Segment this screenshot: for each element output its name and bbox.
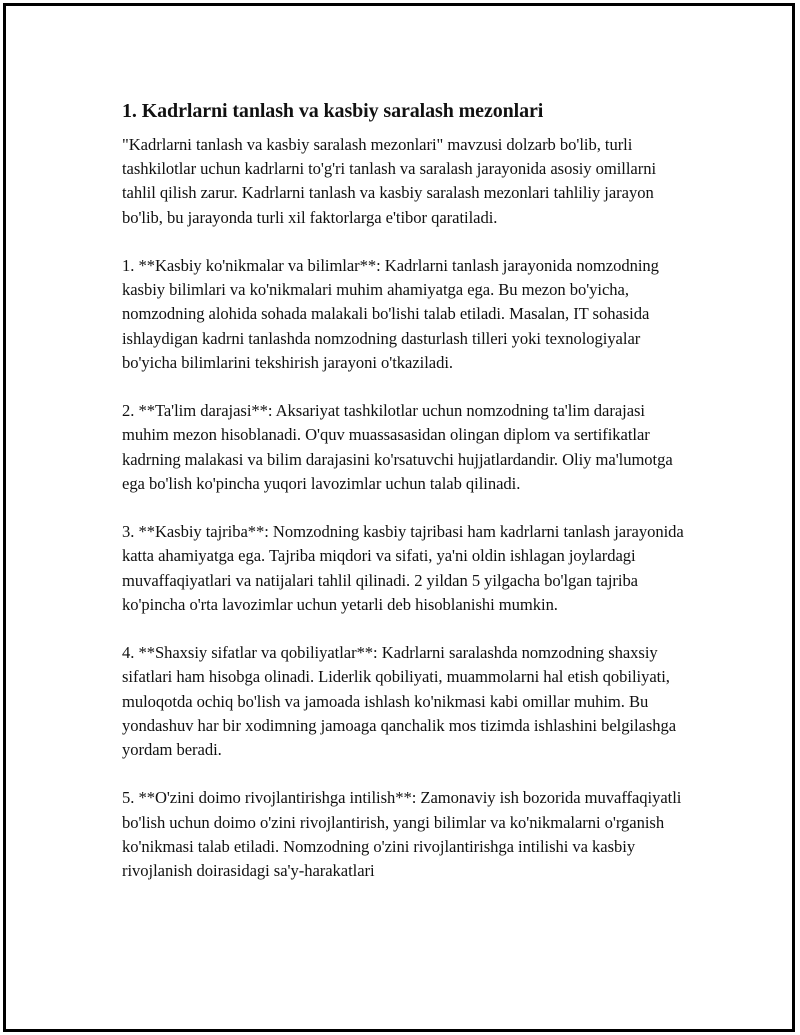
paragraph-rivojlantirish: 5. **O'zini doimo rivojlantirishga intilish**: Zamonaviy ish bozorida muvaffaqiyatli bo'lish uchun doimo o'zini rivojlantirish, yangi bilimlar va ko'nikmalarni o'rganish ko'nikmasi talab etiladi. Nomzodning o'zini rivojlantirishga intilishi va kasbiy rivojlanish doirasidagi sa'y-harakatlari <box>122 788 682 881</box>
document-body <box>122 98 692 907</box>
paragraph-kasbiy-konikmalar: 1. **Kasbiy ko'nikmalar va bilimlar**: Kadrlarni tanlash jarayonida nomzodning kasbiy bilimlari va ko'nikmalari muhim ahamiyatga ega. Bu mezon bo'yicha, nomzodning alohida sohada malakali bo'lishi talab etiladi. Masalan, IT sohasida ishlaydigan kadrni tanlashda nomzodning dasturlash tilleri yoki texnologiyalar bo'yicha bilimlarini tekshirish jarayoni o'tkaziladi. <box>122 256 659 372</box>
paragraph-intro: "Kadrlarni tanlash va kasbiy saralash mezonlari" mavzusi dolzarb bo'lib, turli tashkilotlar uchun kadrlarni to'g'ri tanlash va saralash jarayonida asosiy omillarni tahlil qilish zarur. Kadrlarni tanlash va kasbiy saralash mezonlari tahliliy jarayon bo'lib, bu jarayonda turli xil faktorlarga e'tibor qaratiladi. <box>122 135 657 227</box>
document-title: 1. Kadrlarni tanlash va kasbiy saralash mezonlari <box>122 100 544 122</box>
paragraph-kasbiy-tajriba: 3. **Kasbiy tajriba**: Nomzodning kasbiy tajribasi ham kadrlarni tanlash jarayonida katta ahamiyatga ega. Tajriba miqdori va sifati, ya'ni oldin ishlagan joylardagi muvaffaqiyatlari va natijalari tahlil qilinadi. 2 yildan 5 yilgacha bo'lgan tajriba ko'pincha o'rta lavozimlar uchun yetarli deb hisoblanishi mumkin. <box>122 522 684 614</box>
document-page <box>3 3 795 1032</box>
paragraph-shaxsiy-sifatlar: 4. **Shaxsiy sifatlar va qobiliyatlar**: Kadrlarni saralashda nomzodning shaxsiy sifatlari ham hisobga olinadi. Liderlik qobiliyati, muammolarni hal etish qobiliyati, muloqotda ochiq bo'lish va jamoada ishlash ko'nikmasi kabi omillar muhim. Bu yondashuv har bir xodimning jamoaga qanchalik mos tizimda ishlashini belgilashga yordam beradi. <box>122 643 677 760</box>
paragraph-talim-darajasi: 2. **Ta'lim darajasi**: Aksariyat tashkilotlar uchun nomzodning ta'lim darajasi muhim mezon hisoblanadi. O'quv muassasasidan olingan diplom va sertifikatlar kadrning malakasi va bilim darajasini ko'rsatuvchi hujjatlardandir. Oliy ma'lumotga ega bo'lish ko'pincha yuqori lavozimlar uchun talab qilinadi. <box>122 401 673 493</box>
